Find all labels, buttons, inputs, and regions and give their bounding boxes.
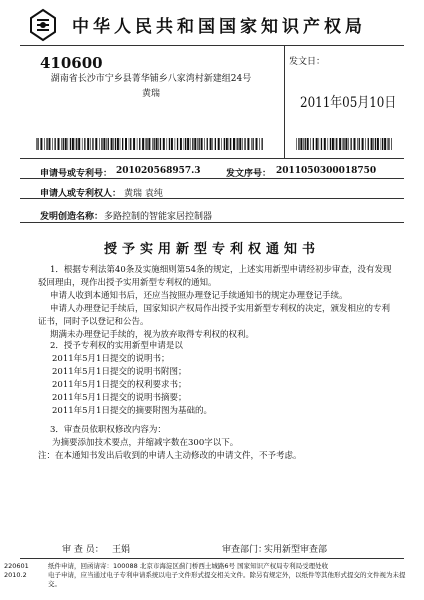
paragraph: 2．授予专利权的实用新型申请是以 [50, 341, 183, 351]
address-divider [284, 45, 285, 158]
department-name: 实用新型审查部 [264, 545, 328, 555]
examiner-name: 王娟 [112, 545, 131, 555]
paragraph: 3．审查员依职权修改内容为： [50, 425, 166, 435]
form-code: 220601 [4, 562, 29, 570]
invention-title-value: 多路控制的智能家居控制器 [104, 212, 213, 222]
applicant-label: 申请人或专利权人： [40, 189, 122, 199]
footer-electronic-note: 电子申请，应当通过电子专利申请系统以电子文件形式提交相关文件。除另有规定外，以纸件等其他形式提交的文件视为未提交。 [48, 571, 406, 588]
row-divider [20, 178, 404, 179]
footer-divider [20, 558, 404, 559]
list-item: 2011年5月1日提交的说明书摘要； [52, 393, 187, 403]
paragraph: 1．根据专利法第40条及实施细则第54条的规定，上述实用新型申请经初步审查，没有发现驳回理由，现作出授予实用新型专利权的通知。 [38, 265, 392, 288]
header-divider [20, 45, 404, 46]
basis-section [38, 340, 394, 418]
list-item: 2011年5月1日提交的摘要附图为基础的。 [52, 406, 212, 416]
office-title: 中华人民共和国国家知识产权局 [72, 17, 366, 37]
paragraph: 申请人办理登记手续后，国家知识产权局作出授予实用新型专利权的决定，颁发相应的专利证书，同时予以登记和公告。 [38, 304, 391, 327]
paragraph: 申请人收到本通知书后，还应当按照办理登记手续通知书的规定办理登记手续。 [50, 291, 348, 301]
row-divider [20, 198, 404, 199]
recipient-name: 黄瑞 [141, 89, 160, 99]
notice-body [38, 264, 394, 342]
invention-title-label: 发明创造名称： [40, 212, 104, 222]
notice-title: 授予实用新型专利权通知书 [103, 242, 320, 257]
list-item: 2011年5月1日提交的说明书； [52, 354, 170, 364]
barcode-left [36, 138, 264, 150]
barcode-right [296, 138, 392, 150]
app-no-label: 申请号或专利号： [40, 169, 113, 179]
app-no-value: 201020568957.3 [116, 166, 201, 176]
department-label: 审查部门： [222, 545, 268, 555]
list-item: 2011年5月1日提交的说明书附图； [52, 367, 187, 377]
issue-date: 2011年05月10日 [300, 95, 397, 111]
barcode-divider [20, 158, 404, 159]
list-item: 2011年5月1日提交的权利要求书； [52, 380, 187, 390]
row-divider [20, 222, 404, 223]
postcode: 410600 [40, 54, 103, 72]
amendment-section [38, 424, 394, 463]
applicant-value: 黄瑞 袁纯 [124, 189, 163, 199]
form-version: 2010.2 [4, 571, 27, 579]
issue-date-label: 发文日： [289, 57, 326, 67]
mailing-address: 湖南省长沙市宁乡县菁华铺乡八家湾村新建组24号 [50, 74, 252, 84]
footer-paper-note: 纸件申请，回函请寄：100088 北京市海淀区蓟门桥西土城路6号 国家知识产权局专利局受理处收 [48, 562, 329, 570]
note: 注：在本通知书发出后收到的申请人主动修改的申请文件，不予考虑。 [38, 451, 302, 461]
paragraph: 为摘要添加技术要点，并缩减字数在300字以下。 [52, 438, 239, 448]
examiner-label: 审 查 员： [62, 545, 104, 555]
issue-no-label: 发文序号： [226, 169, 272, 179]
sipo-emblem-icon [28, 8, 58, 42]
paragraph: 期满未办理登记手续的，视为放弃取得专利权的权利。 [50, 330, 255, 340]
issue-no-value: 2011050300018750 [276, 166, 377, 176]
